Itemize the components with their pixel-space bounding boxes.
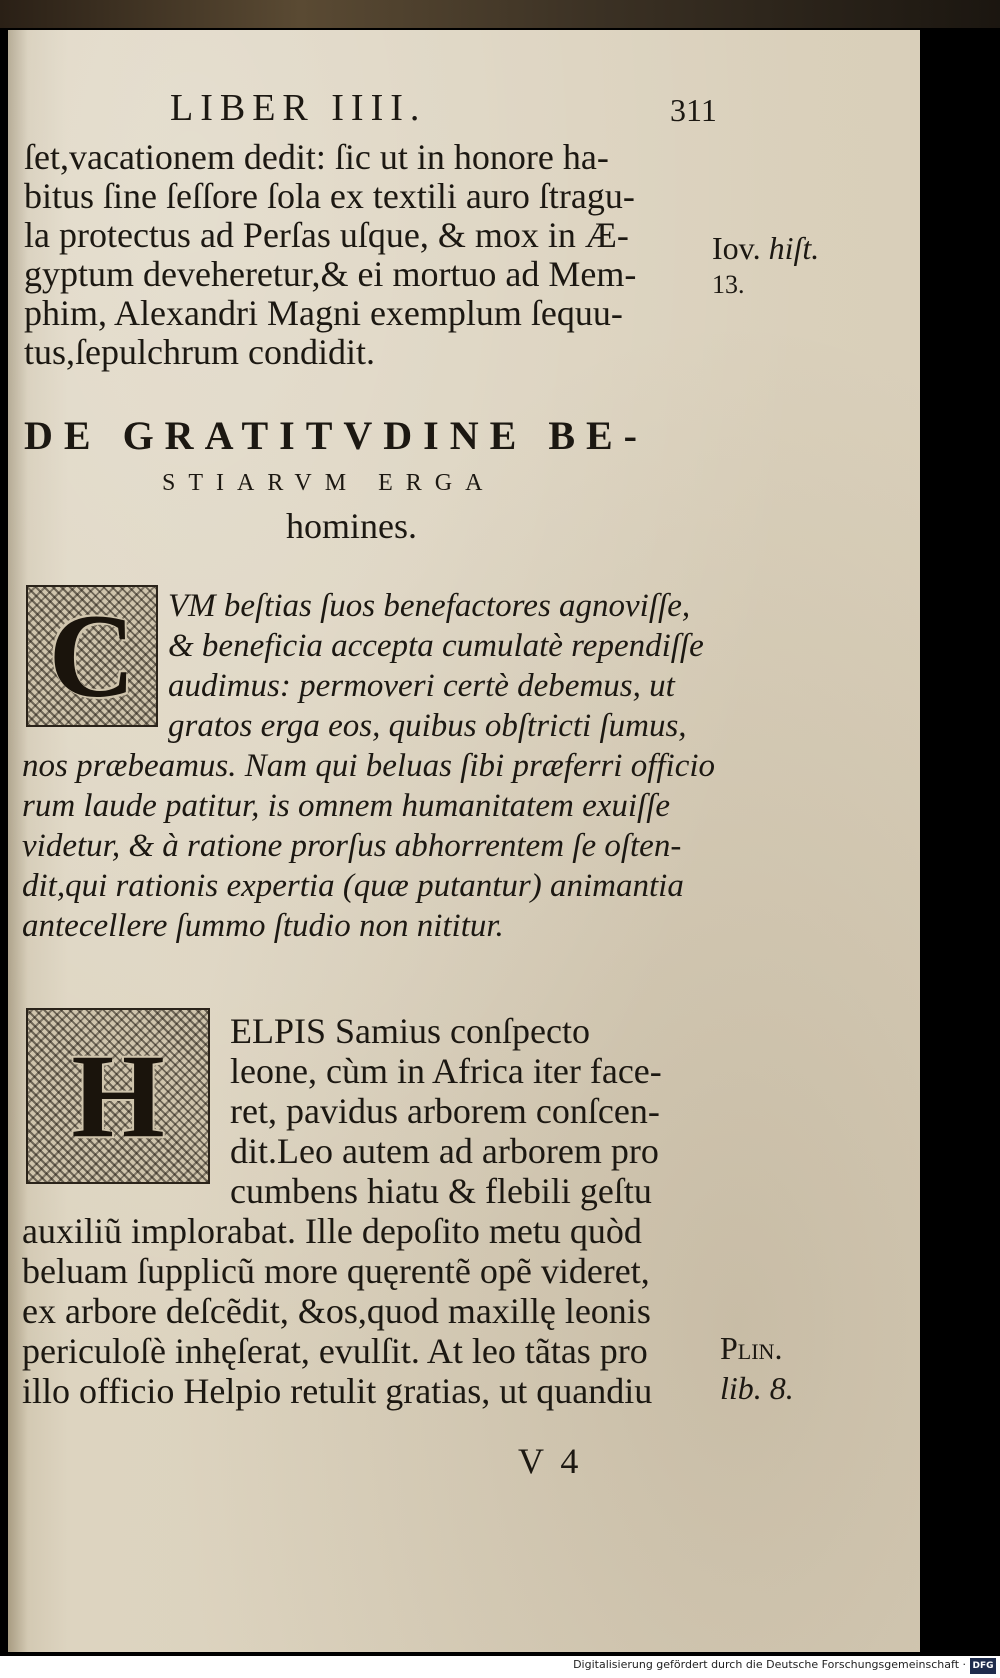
intro-line: gratos erga eos, quibus obſtricti ſumus, — [168, 708, 687, 744]
text-line: phim, Alexandri Magni exemplum ſequu- — [24, 293, 623, 333]
story-line: periculoſè inhęſerat, evulſit. At leo tãtas pro — [22, 1331, 648, 1371]
story-line: ELPIS Samius conſpecto — [230, 1011, 590, 1051]
margin-note — [712, 230, 819, 267]
text-line: la protectus ad Perſas uſque, & mox in Æ- — [24, 215, 629, 255]
story-line: beluam ſupplicũ more quęrentẽ opẽ videret, — [22, 1251, 650, 1291]
intro-line: rum laude patitur, is omnem humanitatem exuiſſe — [22, 788, 671, 824]
footer-credit: Digitalisierung gefördert durch die Deutsche Forschungsgemeinschaft · — [573, 1658, 966, 1671]
chapter-heading: DE GRATITVDINE BE- — [24, 413, 648, 458]
text-line: gyptum deveheretur,& ei mortuo ad Mem- — [24, 254, 637, 294]
book-page — [8, 30, 920, 1652]
intro-line: VM beſtias ſuos benefactores agnoviſſe, — [168, 588, 691, 624]
margin-note-source: Plin. — [720, 1330, 783, 1366]
catchword-signature: V 4 — [518, 1441, 583, 1481]
page-number: 311 — [670, 92, 717, 128]
margin-note-book: lib. 8. — [720, 1370, 794, 1406]
intro-line: dit,qui rationis expertia (quæ putantur) animantia — [22, 868, 684, 904]
intro-line: audimus: permoveri certè debemus, ut — [168, 668, 675, 704]
running-head: LIBER IIII. — [170, 87, 427, 129]
intro-line: & beneficia accepta cumulatè rependiſſe — [168, 628, 704, 664]
text-line: ſet,vacationem dedit: ſic ut in honore ha- — [24, 137, 609, 177]
story-line: dit.Leo autem ad arborem pro — [230, 1131, 659, 1171]
decorated-initial-h: H — [26, 1008, 210, 1184]
intro-line: nos præbeamus. Nam qui beluas ſibi præferri officio — [22, 748, 716, 784]
margin-note-book: hiſt. — [768, 230, 820, 266]
margin-note-number: 13. — [712, 270, 745, 299]
decorated-initial-c: C — [26, 585, 158, 727]
chapter-heading-line: STIARVM ERGA — [162, 470, 496, 496]
story-line: ex arbore deſcẽdit, &os,quod maxillę leonis — [22, 1291, 651, 1331]
story-line: ret, pavidus arborem conſcen- — [230, 1091, 660, 1131]
scan-top-edge — [0, 0, 1000, 28]
footer-bar — [0, 1656, 1000, 1678]
chapter-heading-line: homines. — [286, 506, 417, 546]
story-line: cumbens hiatu & flebili geſtu — [230, 1171, 652, 1211]
story-line: illo officio Helpio retulit gratias, ut quandiu — [22, 1371, 653, 1411]
margin-note-source: Iov. — [712, 230, 761, 266]
dfg-logo: DFG — [970, 1658, 996, 1674]
text-line: bitus ſine ſeſſore ſola ex textili auro ſtragu- — [24, 176, 635, 216]
intro-line: videtur, & à ratione prorſus abhorrentem ſe oſten- — [22, 828, 682, 864]
story-line: leone, cùm in Africa iter face- — [230, 1051, 662, 1091]
story-line: auxiliũ implorabat. Ille depoſito metu quòd — [22, 1211, 642, 1251]
text-line: tus,ſepulchrum condidit. — [24, 332, 375, 372]
intro-line: antecellere ſummo ſtudio non nititur. — [22, 908, 504, 944]
